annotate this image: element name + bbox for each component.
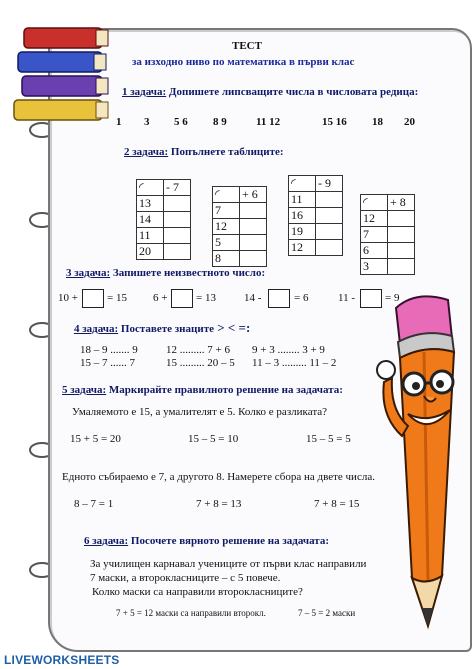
task3-eq1-pre: 10 + xyxy=(58,292,78,304)
table-plus-6: ◜ + 6 7 12 5 8 xyxy=(212,186,267,267)
answer-cell[interactable] xyxy=(164,212,191,228)
task6-line3: Колко маски са направили второкласниците? xyxy=(92,586,303,598)
answer-cell[interactable] xyxy=(240,235,267,251)
task6-heading: 6 задача: Посочете вярното решение на задачата: xyxy=(84,535,329,547)
answer-cell[interactable] xyxy=(388,243,415,259)
answer-cell[interactable] xyxy=(388,227,415,243)
page-subtitle: за изходно ниво по математика в първи клас xyxy=(132,56,355,68)
task1-num-3: 5 6 xyxy=(174,116,188,128)
task6-line1: За училищен карнавал учениците от първи клас направили xyxy=(90,558,367,570)
arc-icon: ◜ xyxy=(363,195,368,209)
task4-expr: 9 + 3 ........ 3 + 9 xyxy=(252,344,325,356)
task3-heading: 3 задача: Запишете неизвестното число: xyxy=(66,267,266,279)
footer-brand[interactable]: LIVEWORKSHEETS xyxy=(4,653,120,667)
task3-eq3-post: = 6 xyxy=(294,292,309,304)
task5-heading: 5 задача: Маркирайте правилното решение на задачата: xyxy=(62,384,343,396)
answer-cell[interactable] xyxy=(316,224,343,240)
answer-cell[interactable] xyxy=(388,259,415,275)
task3-eq1-post: = 15 xyxy=(107,292,127,304)
answer-box[interactable] xyxy=(268,289,290,308)
task4-expr: 15 – 7 ...... 7 xyxy=(80,357,135,369)
task3-eq3-pre: 14 - xyxy=(244,292,262,304)
answer-cell[interactable] xyxy=(240,203,267,219)
task4-heading: 4 задача: Поставете знаците > < =: xyxy=(74,320,251,335)
task5-q2-option[interactable]: 8 – 7 = 1 xyxy=(74,498,114,510)
task1-heading: 1 задача: Допишете липсващите числа в числовата редица: xyxy=(122,86,419,98)
task5-q1-option[interactable]: 15 – 5 = 10 xyxy=(188,433,239,445)
arc-icon: ◜ xyxy=(215,187,220,201)
task3-eq4-post: = 9 xyxy=(385,292,400,304)
answer-cell[interactable] xyxy=(388,211,415,227)
task6-option[interactable]: 7 + 5 = 12 маски са направили второкл. xyxy=(116,608,266,618)
page-title: ТЕСТ xyxy=(232,40,262,52)
task4-expr: 18 – 9 ....... 9 xyxy=(80,344,138,356)
answer-box[interactable] xyxy=(82,289,104,308)
answer-box[interactable] xyxy=(171,289,193,308)
pencil-character-icon xyxy=(366,286,470,646)
table-minus-9: ◜ - 9 11 16 19 12 xyxy=(288,175,343,256)
task6-option[interactable]: 7 – 5 = 2 маски xyxy=(298,608,356,618)
task4-expr: 11 – 3 ......... 11 – 2 xyxy=(252,357,337,369)
answer-cell[interactable] xyxy=(316,192,343,208)
arc-icon: ◜ xyxy=(291,176,296,190)
answer-cell[interactable] xyxy=(316,208,343,224)
books-icon xyxy=(10,18,118,138)
task1-num-7: 18 xyxy=(372,116,383,128)
answer-cell[interactable] xyxy=(164,244,191,260)
arc-icon: ◜ xyxy=(139,180,144,194)
task5-q1-option[interactable]: 15 + 5 = 20 xyxy=(70,433,121,445)
task5-question2: Едното събираемо е 7, а другото 8. Намерете сбора на двете числа. xyxy=(62,471,375,483)
task4-expr: 12 ......... 7 + 6 xyxy=(166,344,230,356)
task1-num-8: 20 xyxy=(404,116,415,128)
task3-eq2-pre: 6 + xyxy=(153,292,168,304)
task1-num-2: 3 xyxy=(144,116,150,128)
task2-heading: 2 задача: Попълнете таблиците: xyxy=(124,146,284,158)
task1-num-5: 11 12 xyxy=(256,116,281,128)
task1-num-6: 15 16 xyxy=(322,116,347,128)
task5-question1: Умаляемото е 15, а умалителят е 5. Колко е разликата? xyxy=(72,406,328,418)
table-minus-7: ◜ - 7 13 14 11 20 xyxy=(136,179,191,260)
task3-eq4-pre: 11 - xyxy=(338,292,356,304)
task5-q2-option[interactable]: 7 + 8 = 13 xyxy=(196,498,242,510)
table-plus-8: ◜ + 8 12 7 6 3 xyxy=(360,194,415,275)
task5-q2-option[interactable]: 7 + 8 = 15 xyxy=(314,498,360,510)
task1-num-4: 8 9 xyxy=(213,116,227,128)
answer-cell[interactable] xyxy=(316,240,343,256)
answer-cell[interactable] xyxy=(164,228,191,244)
task4-expr: 15 ......... 20 – 5 xyxy=(166,357,235,369)
task1-num-1: 1 xyxy=(116,116,122,128)
answer-cell[interactable] xyxy=(240,219,267,235)
answer-cell[interactable] xyxy=(164,196,191,212)
footer-bar xyxy=(0,652,474,669)
task5-q1-option[interactable]: 15 – 5 = 5 xyxy=(306,433,351,445)
task6-line2: 7 маски, а второкласниците – с 5 повече. xyxy=(90,572,281,584)
task3-eq2-post: = 13 xyxy=(196,292,216,304)
answer-cell[interactable] xyxy=(240,251,267,267)
